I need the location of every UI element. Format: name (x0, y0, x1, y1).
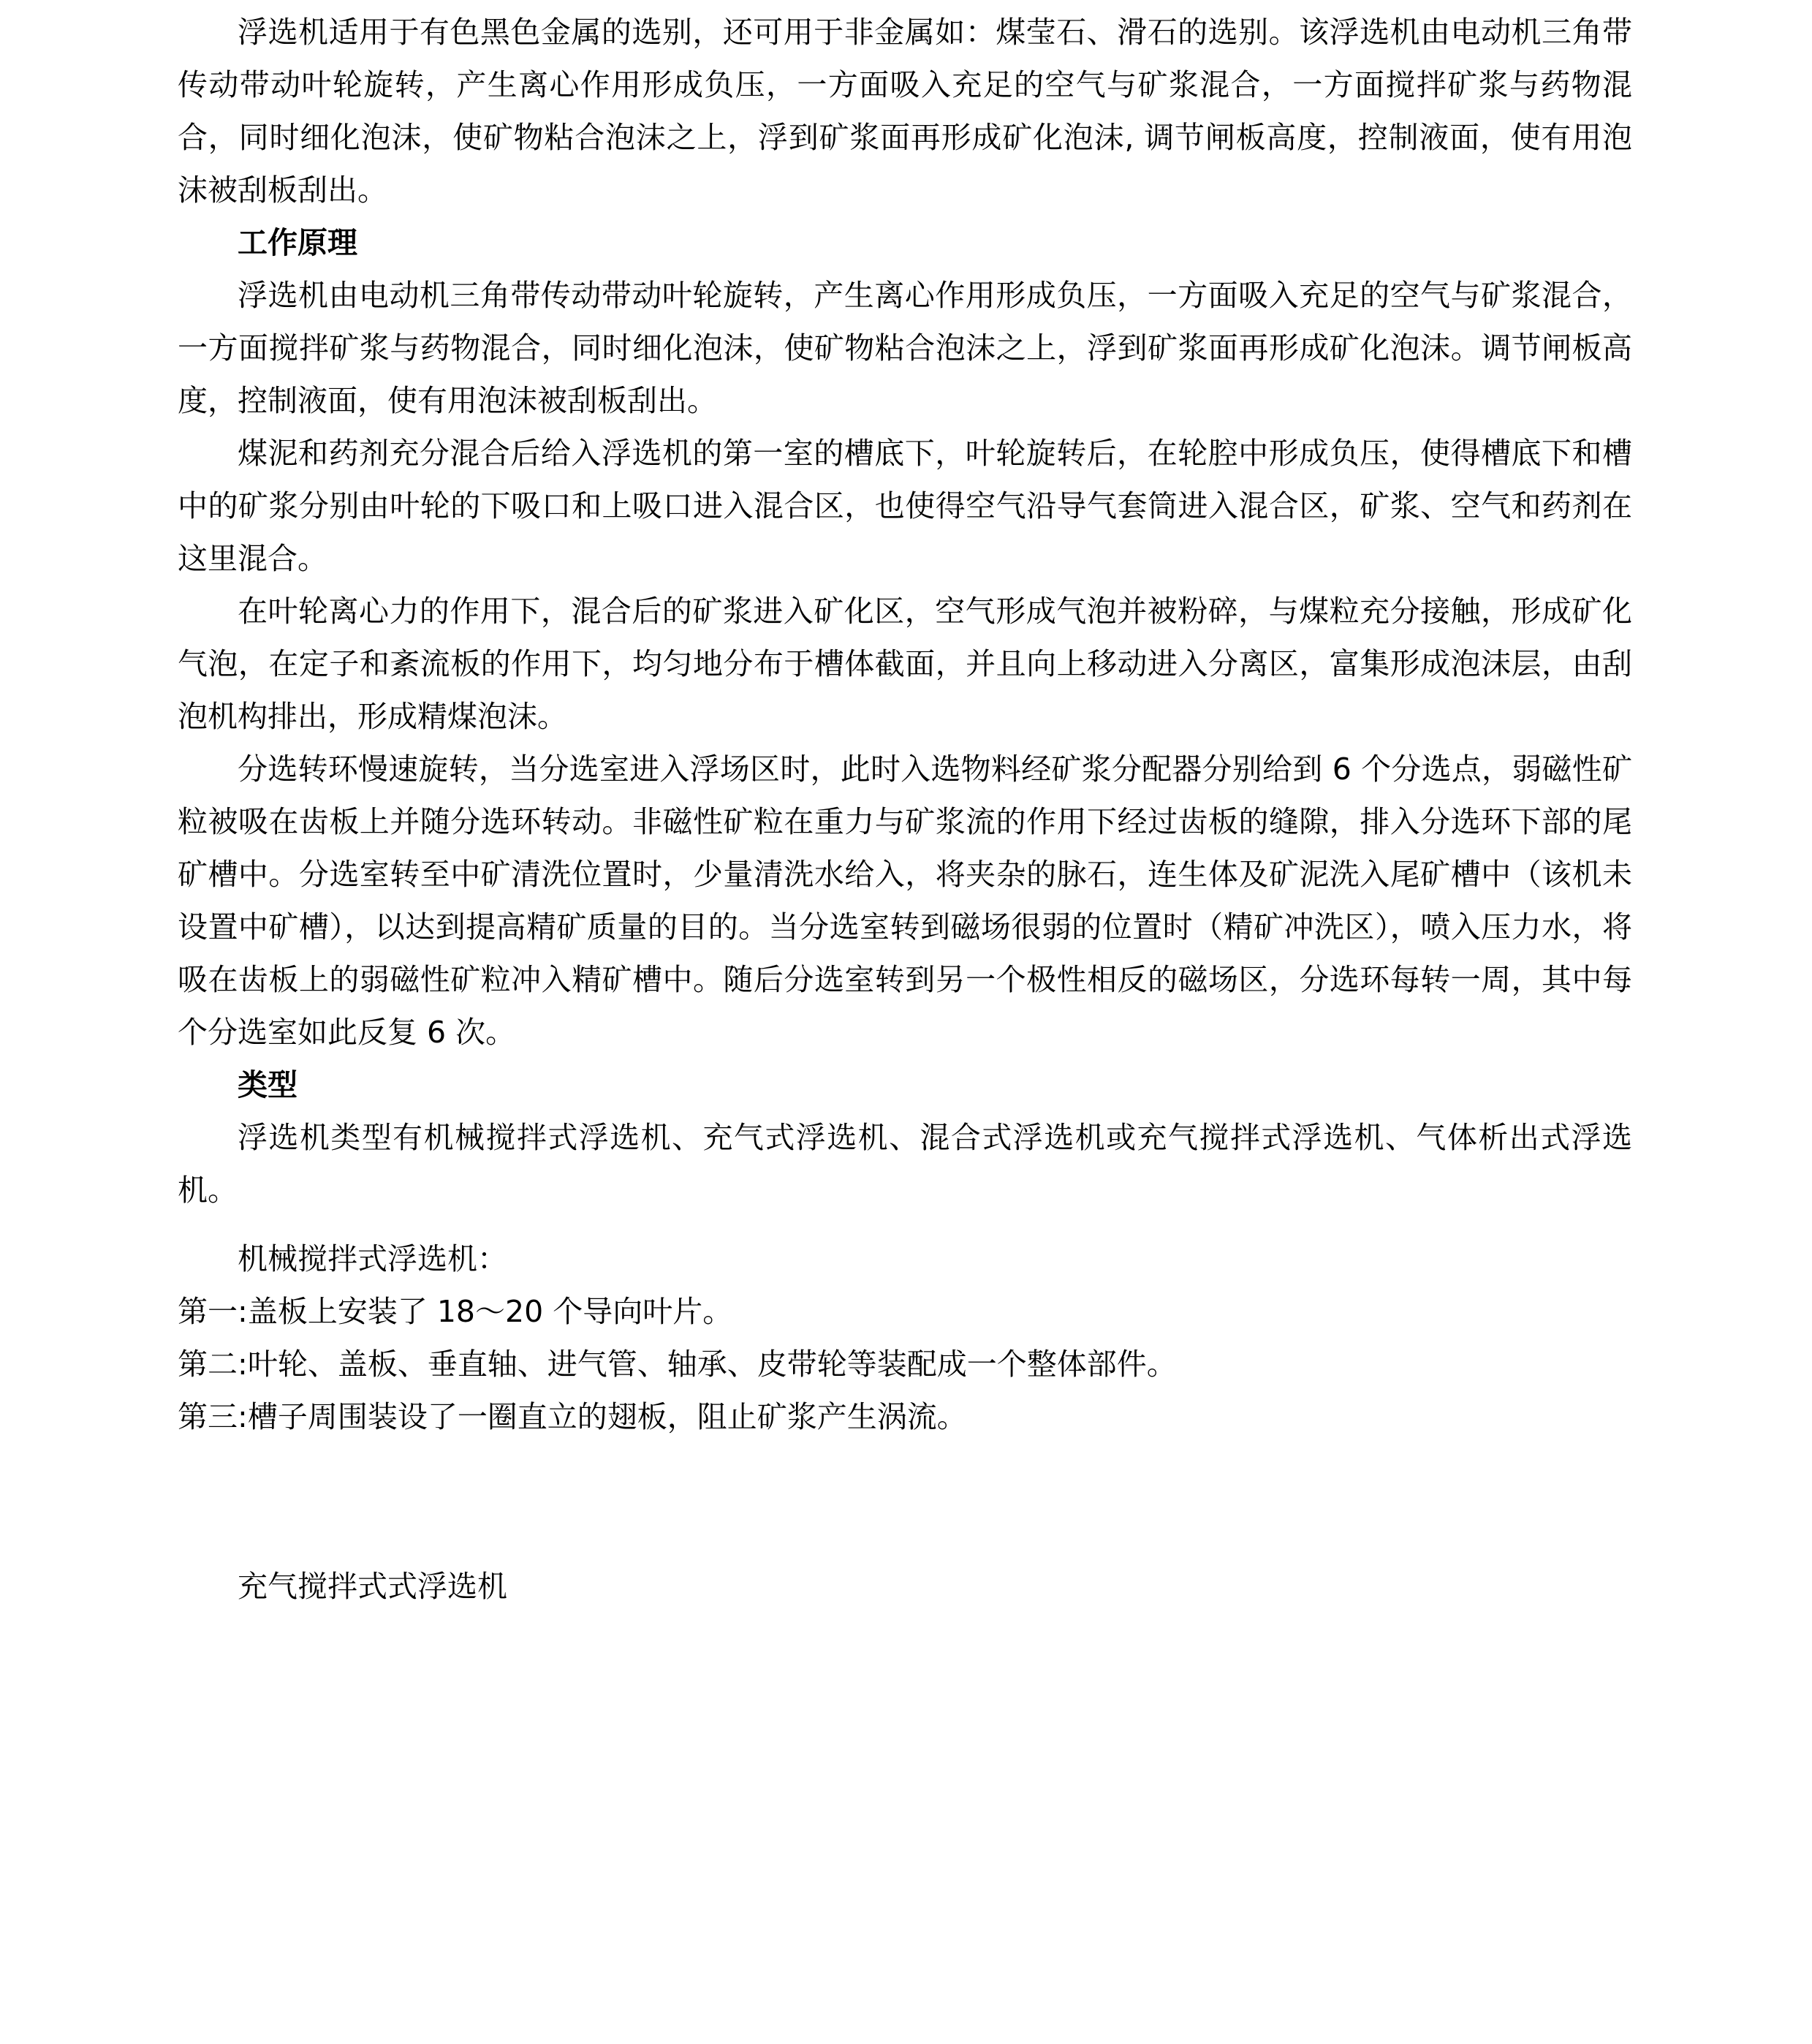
intro-paragraph: 浮选机适用于有色黑色金属的选别，还可用于非金属如：煤莹石、滑石的选别。该浮选机由电动机三角带传动带动叶轮旋转，产生离心作用形成负压，一方面吸入充足的空气与矿浆混合，一方面搅拌矿浆与药物混合，同时细化泡沫，使矿物粘合泡沫之上，浮到矿浆面再形成矿化泡沫, 调节闸板高度，控制液面，使有用泡沫被刮板刮出。 (178, 15, 1632, 208)
list-item-first: 第一:盖板上安装了 18～20 个导向叶片。 (178, 1294, 733, 1329)
spacer-before-mechanical-label (178, 1216, 1632, 1233)
principle-paragraph-1: 浮选机由电动机三角带传动带动叶轮旋转，产生离心作用形成负压，一方面吸入充足的空气与矿浆混合，一方面搅拌矿浆与药物混合，同时细化泡沫，使矿物粘合泡沫之上，浮到矿浆面再形成矿化泡沫。调节闸板高度，控制液面，使有用泡沫被刮板刮出。 (178, 278, 1632, 418)
list-item-second: 第二:叶轮、盖板、垂直轴、进气管、轴承、皮带轮等装配成一个整体部件。 (178, 1347, 1177, 1382)
mechanical-agitation-label: 机械搅拌式浮选机： (238, 1241, 507, 1276)
types-paragraph: 浮选机类型有机械搅拌式浮选机、充气式浮选机、混合式浮选机或充气搅拌式浮选机、气体析出式浮选机。 (178, 1120, 1632, 1208)
aeration-agitation-label: 充气搅拌式式浮选机 (238, 1569, 507, 1604)
heading-working-principle: 工作原理 (238, 225, 357, 260)
principle-paragraph-3: 在叶轮离心力的作用下，混合后的矿浆进入矿化区，空气形成气泡并被粉碎，与煤粒充分接触，形成矿化气泡，在定子和紊流板的作用下，均匀地分布于槽体截面，并且向上移动进入分离区，富集形成泡沫层，由刮泡机构排出，形成精煤泡沫。 (178, 594, 1632, 734)
spacer-before-aeration-label (178, 1443, 1632, 1513)
principle-paragraph-4: 分选转环慢速旋转，当分选室进入浮场区时，此时入选物料经矿浆分配器分别给到 6 个分选点，弱磁性矿粒被吸在齿板上并随分选环转动。非磁性矿粒在重力与矿浆流的作用下经过齿板的缝隙，排入分选环下部的尾矿槽中。分选室转至中矿清洗位置时，少量清洗水给入，将夹杂的脉石，连生体及矿泥洗入尾矿槽中（该机未设置中矿槽），以达到提高精矿质量的目的。当分选室转到磁场很弱的位置时（精矿冲洗区），喷入压力水，将吸在齿板上的弱磁性矿粒冲入精矿槽中。随后分选室转到另一个极性相反的磁场区，分选环每转一周，其中每个分选室如此反复 6 次。 (178, 752, 1632, 1050)
heading-types: 类型 (238, 1067, 297, 1102)
document-content (178, 0, 1632, 1613)
list-item-third: 第三:槽子周围装设了一圈直立的翅板，阻止矿浆产生涡流。 (178, 1399, 967, 1434)
spacer-before-aeration-label-2 (178, 1513, 1632, 1560)
top-spacer (178, 0, 1632, 6)
principle-paragraph-2: 煤泥和药剂充分混合后给入浮选机的第一室的槽底下，叶轮旋转后，在轮腔中形成负压，使得槽底下和槽中的矿浆分别由叶轮的下吸口和上吸口进入混合区，也使得空气沿导气套筒进入混合区，矿浆、空气和药剂在这里混合。 (178, 436, 1632, 576)
